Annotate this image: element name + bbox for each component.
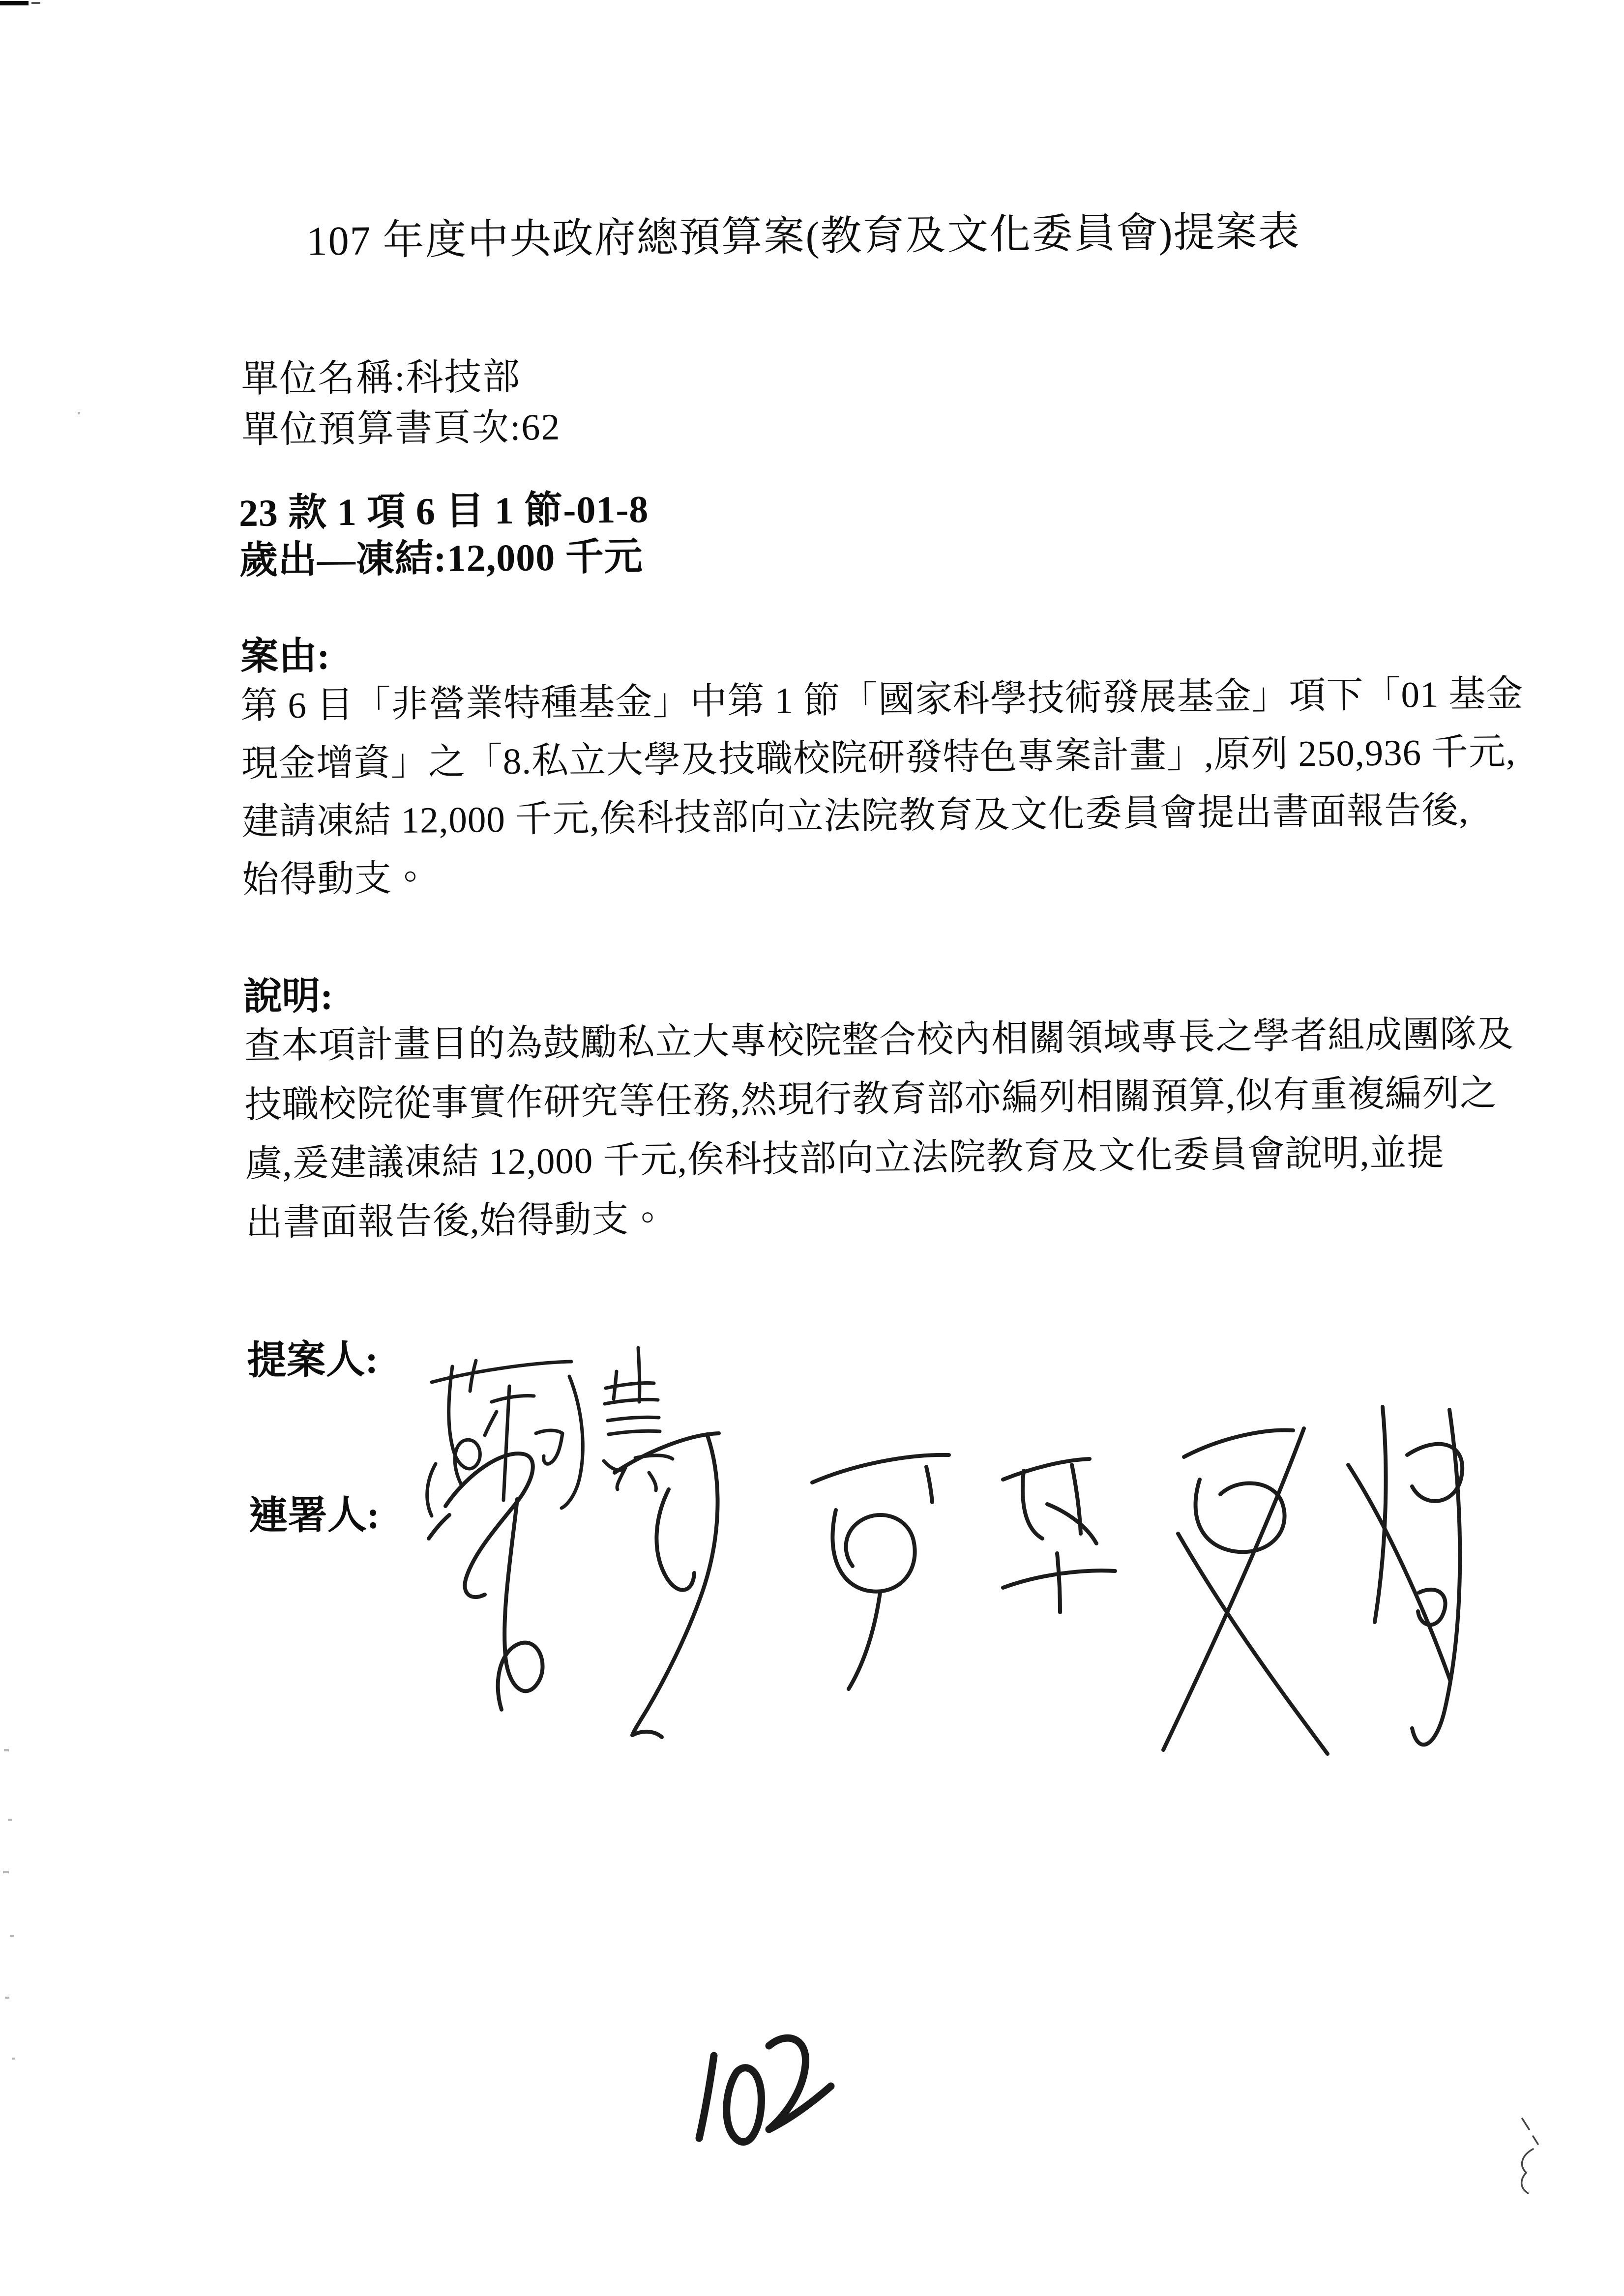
unit-name-line: 單位名稱:科技部 bbox=[240, 356, 521, 401]
budget-code-line: 23 款 1 項 6 目 1 節-01-8 bbox=[238, 488, 649, 535]
scan-artifact-edge-mark bbox=[31, 2, 40, 4]
explanation-line: 出書面報告後,始得動支。 bbox=[245, 1198, 667, 1244]
unit-budget-page-line: 單位預算書頁次:62 bbox=[241, 406, 561, 451]
case-heading: 案由: bbox=[240, 634, 330, 678]
case-line: 現金增資」之「8.私立大學及技職校院研發特色專案計畫」,原列 250,936 千元, bbox=[241, 731, 1516, 785]
scan-speck bbox=[4, 1749, 9, 1751]
scan-speck bbox=[12, 2058, 15, 2060]
document-title: 107 年度中央政府總預算案(教育及文化委員會)提案表 bbox=[306, 209, 1300, 264]
scan-speck bbox=[3, 1871, 9, 1873]
explanation-line: 技職校院從事實作研究等任務,然現行教育部亦編列相關預算,似有重複編列之 bbox=[244, 1073, 1498, 1126]
scan-speck bbox=[10, 1935, 14, 1937]
case-line: 第 6 目「非營業特種基金」中第 1 節「國家科學技術發展基金」項下「01 基金 bbox=[240, 673, 1524, 727]
scan-speck bbox=[78, 412, 80, 414]
case-line: 始得動支。 bbox=[242, 858, 430, 901]
budget-freeze-line: 歲出—凍結:12,000 千元 bbox=[239, 535, 644, 582]
explanation-line: 虞,爰建議凍結 12,000 千元,俟科技部向立法院教育及文化委員會說明,並提 bbox=[245, 1132, 1445, 1185]
scan-speck bbox=[5, 1997, 9, 1999]
case-line: 建請凍結 12,000 千元,俟科技部向立法院教育及文化委員會提出書面報告後, bbox=[241, 790, 1469, 843]
scan-artifact-edge-mark bbox=[0, 1, 29, 5]
explanation-line: 查本項計畫目的為鼓勵私立大專校院整合校內相關領域專長之學者組成團隊及 bbox=[243, 1014, 1515, 1067]
scan-speck bbox=[8, 1819, 12, 1821]
cosigner-label: 連署人: bbox=[248, 1493, 380, 1539]
explanation-heading: 說明: bbox=[243, 974, 333, 1018]
proposer-label: 提案人: bbox=[247, 1338, 379, 1383]
